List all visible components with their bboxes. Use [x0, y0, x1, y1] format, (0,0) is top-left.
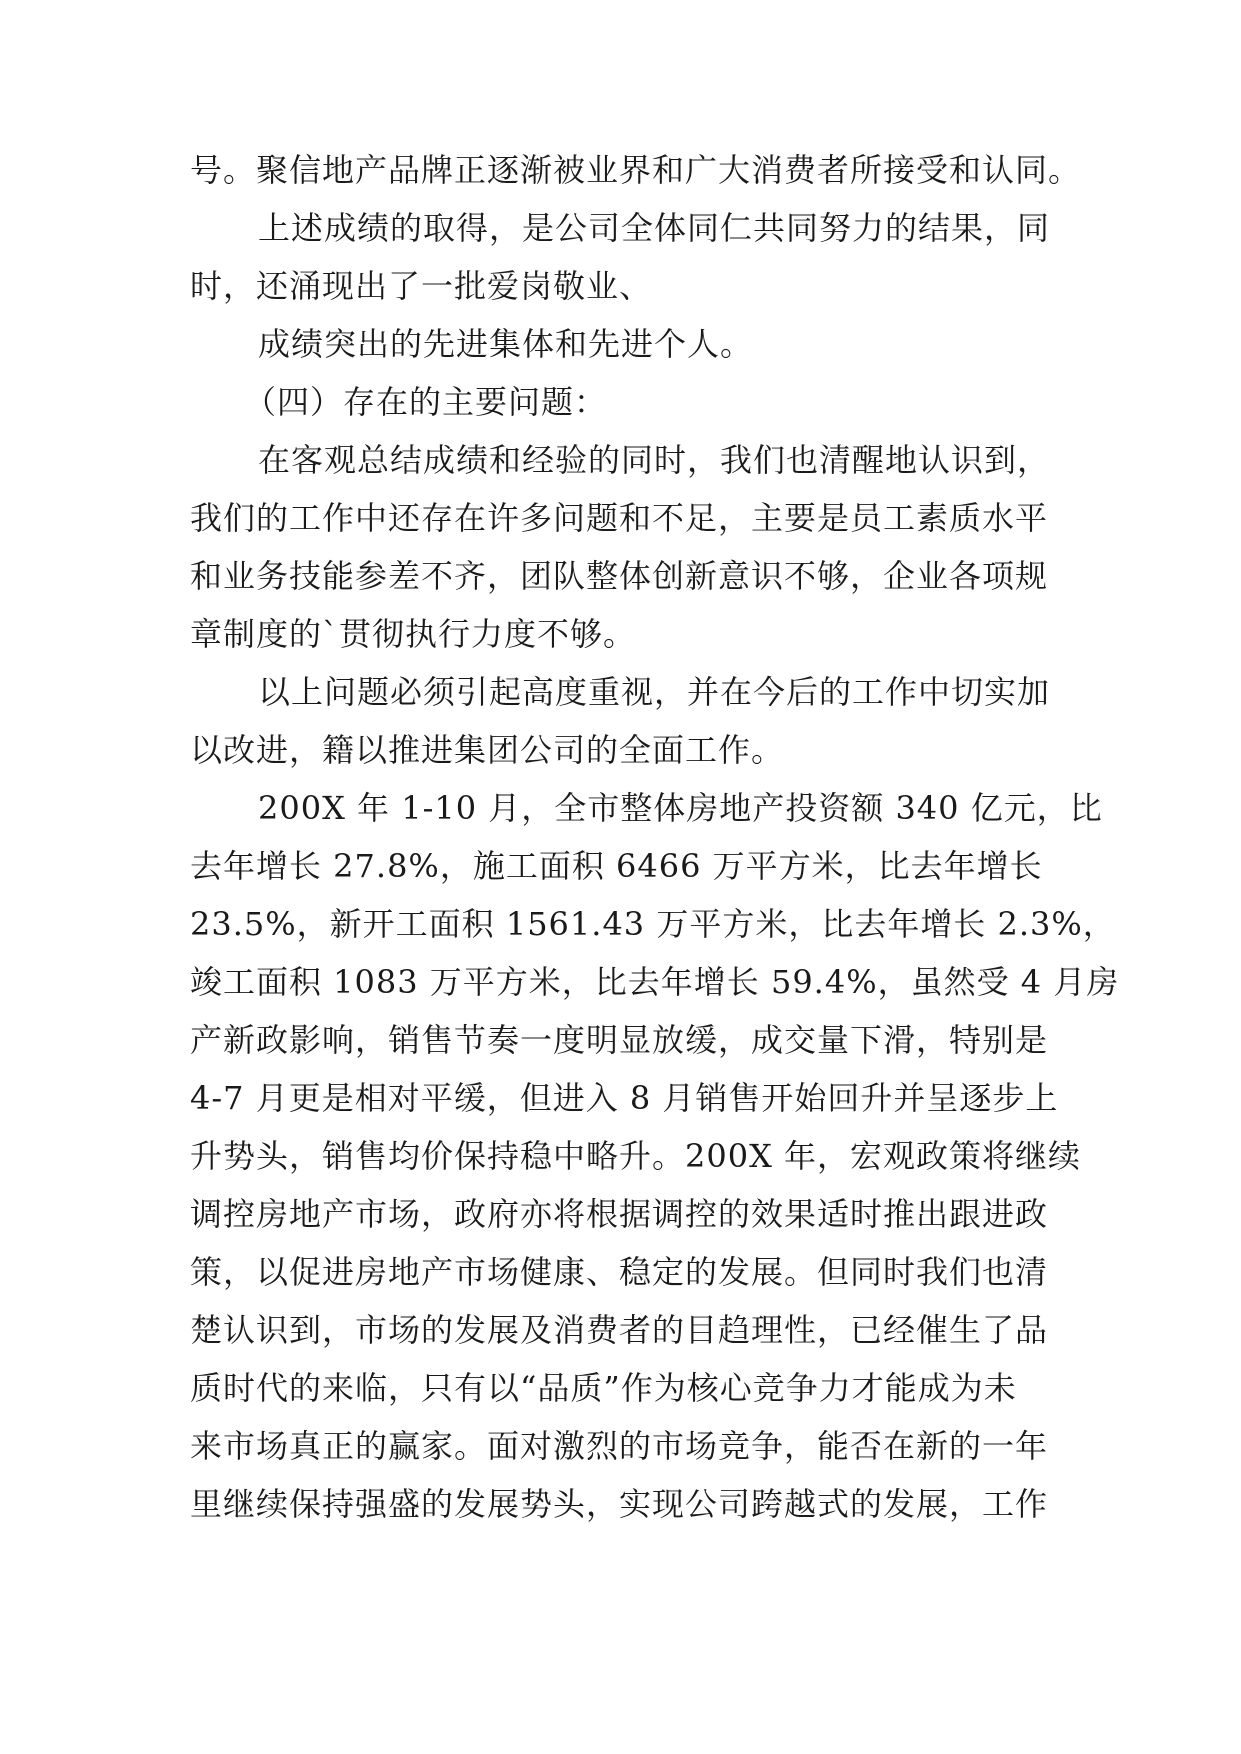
text-line: 我们的工作中还存在许多问题和不足，主要是员工素质水平: [190, 499, 1049, 537]
text-line: 调控房地产市场，政府亦将根据调控的效果适时推出跟进政: [190, 1195, 1049, 1233]
text-line: 时，还涌现出了一批爱岗敬业、: [190, 267, 653, 305]
text-line: 去年增长 27.8%，施工面积 6466 万平方米，比去年增长: [190, 847, 1043, 885]
text-line: 来市场真正的赢家。面对激烈的市场竞争，能否在新的一年: [190, 1427, 1049, 1465]
text-line: 产新政影响，销售节奏一度明显放缓，成交量下滑，特别是: [190, 1021, 1049, 1059]
text-line: 策，以促进房地产市场健康、稳定的发展。但同时我们也清: [190, 1253, 1049, 1291]
text-line: 号。聚信地产品牌正逐渐被业界和广大消费者所接受和认同。: [190, 151, 1082, 189]
text-line: 竣工面积 1083 万平方米，比去年增长 59.4%，虽然受 4 月房: [190, 963, 1120, 1001]
paragraph-start: 以上问题必须引起高度重视，并在今后的工作中切实加: [258, 673, 1051, 711]
text-line: 里继续保持强盛的发展势头，实现公司跨越式的发展，工作: [190, 1485, 1049, 1523]
text-line: 4-7 月更是相对平缓，但进入 8 月销售开始回升并呈逐步上: [190, 1079, 1059, 1117]
text-line: 楚认识到，市场的发展及消费者的目趋理性，已经催生了品: [190, 1311, 1049, 1349]
text-line: 以改进，籍以推进集团公司的全面工作。: [190, 731, 785, 769]
text-line: 成绩突出的先进集体和先进个人。: [258, 325, 754, 363]
section-heading: （四）存在的主要问题：: [244, 383, 608, 421]
text-line: 质时代的来临，只有以“品质”作为核心竞争力才能成为未: [190, 1369, 1017, 1407]
text-line: 23.5%，新开工面积 1561.43 万平方米，比去年增长 2.3%，: [190, 905, 1116, 943]
paragraph-start: 200X 年 1-10 月，全市整体房地产投资额 340 亿元，比: [258, 789, 1103, 827]
text-line: 升势头，销售均价保持稳中略升。200X 年，宏观政策将继续: [190, 1137, 1082, 1175]
text-line: 和业务技能参差不齐，团队整体创新意识不够，企业各项规: [190, 557, 1049, 595]
text-line: 章制度的`贯彻执行力度不够。: [190, 615, 637, 653]
paragraph-start: 上述成绩的取得，是公司全体同仁共同努力的结果，同: [258, 209, 1051, 247]
paragraph-start: 在客观总结成绩和经验的同时，我们也清醒地认识到，: [258, 441, 1051, 479]
